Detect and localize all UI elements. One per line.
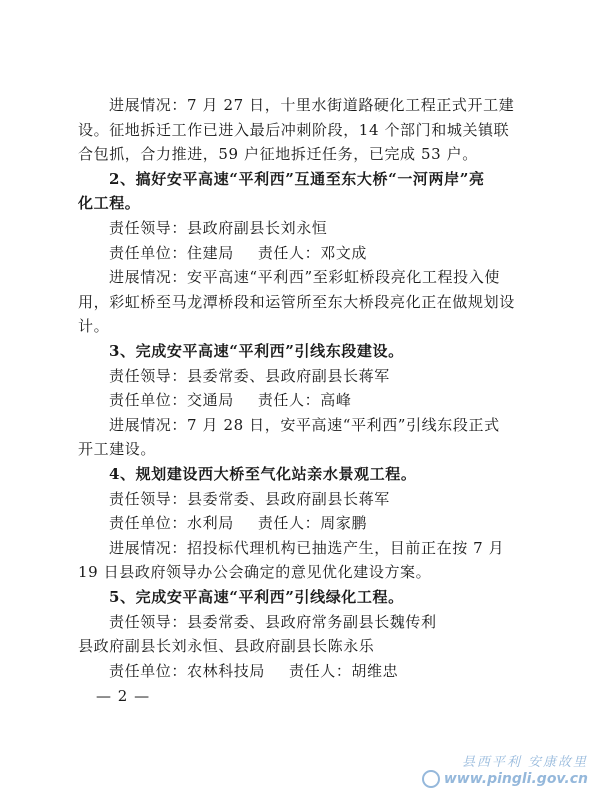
responsible-unit: 责任单位：住建局 bbox=[109, 243, 234, 262]
responsible-unit: 责任单位：交通局 bbox=[109, 391, 234, 410]
responsible-unit-row bbox=[0, 661, 600, 681]
paragraph-line: 进展情况：7 月 28 日，安平高速“平利西”引线东段正式 bbox=[109, 415, 500, 434]
responsible-unit: 责任单位：农林科技局 bbox=[109, 661, 266, 680]
responsible-unit-row bbox=[0, 243, 600, 263]
paragraph-line: 19 日县政府领导办公会确定的意见优化建设方案。 bbox=[78, 563, 432, 582]
paragraph-line: 合包抓，合力推进，59 户征地拆迁任务，已完成 53 户。 bbox=[78, 145, 478, 164]
page-number: — 2 — bbox=[96, 686, 151, 705]
paragraph-line: 计。 bbox=[78, 317, 110, 336]
responsible-unit: 责任单位：水利局 bbox=[109, 514, 234, 533]
section-heading: 4、规划建设西大桥至气化站亲水景观工程。 bbox=[109, 465, 417, 483]
section-heading: 5、完成安平高速“平利西”引线绿化工程。 bbox=[109, 588, 404, 606]
responsible-person: 责任人：周家鹏 bbox=[257, 514, 368, 533]
paragraph-line: 进展情况：7 月 27 日，十里水街道路硬化工程正式开工建 bbox=[109, 96, 515, 114]
responsible-leader: 责任领导：县委常委、县政府常务副县长魏传利 bbox=[109, 612, 437, 631]
paragraph-line: 进展情况：招投标代理机构已抽选产生，目前正在按 7 月 bbox=[109, 538, 505, 557]
site-watermark bbox=[422, 751, 588, 788]
paragraph-line: 进展情况：安平高速“平利西”至彩虹桥段亮化工程投入使 bbox=[109, 268, 500, 287]
globe-icon bbox=[422, 770, 440, 788]
responsible-leader: 责任领导：县政府副县长刘永恒 bbox=[109, 219, 328, 237]
section-heading: 3、完成安平高速“平利西”引线东段建设。 bbox=[109, 342, 404, 360]
watermark-slogan: 县西平利 安康故里 bbox=[461, 755, 588, 770]
paragraph-line: 设。征地拆迁工作已进入最后冲刺阶段，14 个部门和城关镇联 bbox=[78, 120, 510, 139]
responsible-unit-row bbox=[0, 513, 600, 533]
responsible-leader-continued: 县政府副县长刘永恒、县政府副县长陈永乐 bbox=[78, 637, 375, 656]
paragraph-line: 开工建设。 bbox=[78, 440, 157, 459]
responsible-leader: 责任领导：县委常委、县政府副县长蒋军 bbox=[109, 489, 390, 508]
responsible-leader: 责任领导：县委常委、县政府副县长蒋军 bbox=[109, 366, 390, 385]
watermark-url-text: www.pingli.gov.cn bbox=[443, 771, 588, 787]
responsible-person: 责任人：胡维忠 bbox=[289, 661, 399, 680]
responsible-unit-row bbox=[0, 390, 600, 410]
watermark-url bbox=[422, 770, 588, 788]
paragraph-line: 用，彩虹桥至马龙潭桥段和运管所至东大桥段亮化正在做规划设 bbox=[78, 292, 515, 311]
section-heading: 2、搞好安平高速“平利西”互通至东大桥“一河两岸”亮 bbox=[109, 169, 485, 188]
section-heading: 化工程。 bbox=[78, 194, 141, 213]
responsible-person: 责任人：邓文成 bbox=[257, 243, 368, 262]
responsible-person: 责任人：高峰 bbox=[257, 391, 352, 410]
